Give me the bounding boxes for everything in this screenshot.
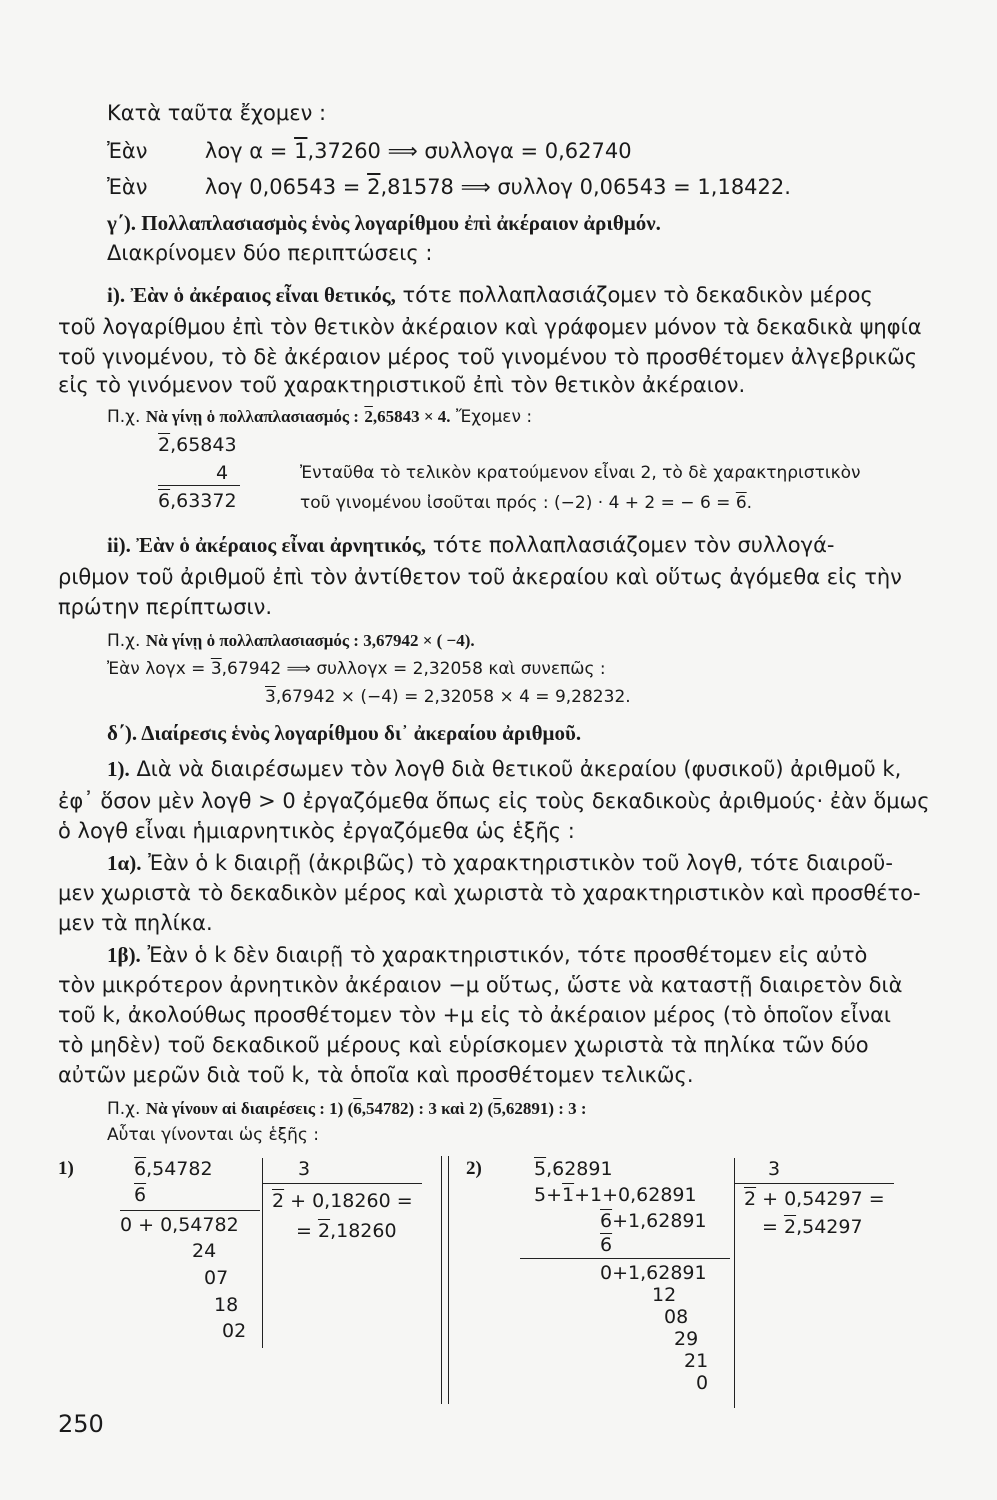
ex1-task-bar: 2 bbox=[364, 407, 373, 426]
div1-label: 1) bbox=[58, 1158, 74, 1179]
ex1-multiplier: 4 bbox=[216, 462, 229, 484]
ex1-note2a: τοῦ γινομένου ἰσοῦται πρός : (−2) · 4 + 2 = − 6 = bbox=[300, 493, 736, 513]
div2-s3-bar: 6 bbox=[600, 1234, 613, 1256]
ex3-done: Αὗται γίνονται ὡς ἑξῆς : bbox=[107, 1125, 320, 1145]
ex2-result-line bbox=[265, 686, 631, 708]
ex1-note2b: . bbox=[746, 493, 753, 513]
div1-quotient2 bbox=[296, 1220, 397, 1242]
intro-line: Κατὰ ταῦτα ἔχομεν : bbox=[107, 101, 327, 125]
ex1-note2 bbox=[300, 492, 752, 514]
div2-q2-bar: 2 bbox=[783, 1216, 797, 1238]
d1-label: 1). bbox=[107, 757, 130, 781]
d1-line1 bbox=[107, 756, 901, 782]
div2-q1-bar: 2 bbox=[744, 1188, 757, 1210]
section-gamma-heading: γ΄). Πολλαπλασιασμὸς ἑνὸς λογαρίθμου ἐπὶ ἀκέραιον ἀριθμόν. bbox=[107, 211, 661, 235]
ex1-n3-bar: 6 bbox=[158, 490, 171, 512]
div1-divisor: 3 bbox=[298, 1158, 311, 1180]
d1b-line3: τοῦ k, ἀκολούθως προσθέτομεν τὸν +μ εἰς τὸ ἀκέραιον μέρος (τὸ ὁποῖον εἶναι bbox=[58, 1003, 892, 1027]
case2-line2: ριθμον τοῦ ἀριθμοῦ ἐπὶ τὸν ἀντίθετον τοῦ ἀκεραίου καὶ οὕτως ἀγόμεθα εἰς τὴν bbox=[58, 565, 902, 589]
div1-r1: 24 bbox=[192, 1240, 217, 1262]
case2-line3: πρώτην περίπτωσιν. bbox=[58, 595, 273, 619]
div2-dividend bbox=[534, 1158, 613, 1180]
div1-dividend-bar: 6 bbox=[134, 1158, 147, 1180]
case1-line4: εἰς τὸ γινόμενον τοῦ χαρακτηριστικοῦ ἐπὶ τὸν θετικὸν ἀκέραιον. bbox=[58, 373, 746, 397]
div2-r1: 12 bbox=[652, 1284, 677, 1306]
div1-q1-bar: 2 bbox=[272, 1190, 285, 1212]
div1-q2-bar: 2 bbox=[317, 1220, 331, 1242]
div2-quotient2 bbox=[762, 1216, 863, 1238]
div1-rem0: 0 + 0,54782 bbox=[120, 1214, 239, 1236]
div2-rem0: 0+1,62891 bbox=[600, 1262, 707, 1284]
d1-l1: Διὰ νὰ διαιρέσωμεν τὸν λογθ διὰ θετικοῦ ἀκεραίου (φυσικοῦ) ἀριθμοῦ k, bbox=[136, 757, 902, 781]
ex2-task: Νὰ γίνῃ ὁ πολλαπλασιασμός : 3,67942 × ( −4). bbox=[145, 631, 475, 650]
div2-dividend-val: ,62891 bbox=[546, 1158, 613, 1180]
div1-dividend bbox=[134, 1158, 213, 1180]
div2-s2: +1,62891 bbox=[612, 1210, 707, 1232]
two-cases-line: Διακρίνομεν δύο περιπτώσεις : bbox=[107, 241, 433, 265]
ex1-rule bbox=[158, 485, 240, 486]
section-delta-heading: δ΄). Διαίρεσις ἑνὸς λογαρίθμου δι᾿ ἀκεραίου ἀριθμοῦ. bbox=[107, 721, 582, 745]
case2-l1: τότε πολλαπλασιάζομεν τὸν συλλογά- bbox=[432, 533, 835, 557]
eq2-b: ,81578 ⟹ συλλογ 0,06543 = 1,18422. bbox=[380, 175, 791, 199]
ex1-n1: ,65843 bbox=[170, 434, 237, 456]
ex3-task: Νὰ γίνουν αἱ διαιρέσεις : 1) ( bbox=[145, 1099, 354, 1118]
ex2-l1a: Ἐὰν λογx = bbox=[107, 659, 211, 679]
div2-q2: ,54297 bbox=[796, 1216, 863, 1238]
ex1-n1-bar: 2 bbox=[158, 434, 171, 456]
div2-r2: 08 bbox=[664, 1306, 689, 1328]
d1-line3: ὁ λογθ εἶναι ἡμιαρνητικὸς ἐργαζόμεθα ὡς ἑξῆς : bbox=[58, 819, 575, 843]
page-number: 250 bbox=[58, 1410, 104, 1438]
ex1-n3: ,63372 bbox=[170, 490, 237, 512]
div1-sub bbox=[134, 1184, 146, 1206]
eq1-pre: Ἐὰν bbox=[107, 139, 148, 163]
div2-s1-bar: 1 bbox=[562, 1184, 575, 1206]
div2-s1b: +1+0,62891 bbox=[574, 1184, 697, 1206]
ex2-l1-bar: 3 bbox=[210, 659, 222, 679]
d1a-l1: Ἐὰν ὁ k διαιρῇ (ἀκριβῶς) τὸ χαρακτηριστικὸν τοῦ λογθ, τότε διαιροῦ- bbox=[148, 851, 893, 875]
eq2-pre: Ἐὰν bbox=[107, 175, 148, 199]
div1-r4: 02 bbox=[222, 1320, 247, 1342]
d1b-l1: Ἐὰν ὁ k δὲν διαιρῇ τὸ χαρακτηριστικόν, τότε προσθέτομεν εἰς αὐτὸ bbox=[147, 943, 868, 967]
equation-1 bbox=[107, 138, 632, 164]
div1-sub-bar: 6 bbox=[134, 1184, 147, 1206]
div1-r3: 18 bbox=[214, 1294, 239, 1316]
d1b-line1 bbox=[107, 942, 867, 968]
div2-step1 bbox=[534, 1184, 697, 1206]
d1a-line2: μεν χωριστὰ τὸ δεκαδικὸν μέρος καὶ χωριστὰ τὸ χαρακτηριστικὸν καὶ προσθέτο- bbox=[58, 881, 921, 905]
div1-r2: 07 bbox=[204, 1267, 229, 1289]
d1b-line2: τὸν μικρότερον ἀρνητικὸν ἀκέραιον −μ οὕτως, ὥστε νὰ καταστῇ διαιρετὸν διὰ bbox=[58, 973, 903, 997]
ex3-line bbox=[107, 1098, 587, 1120]
div1-dividend-val: ,54782 bbox=[146, 1158, 213, 1180]
div2-r3: 29 bbox=[674, 1328, 699, 1350]
div1-quotient1 bbox=[272, 1190, 413, 1212]
d1b-line4: τὸ μηδὲν) τοῦ δεκαδικοῦ μέρους καὶ εὑρίσκομεν χωριστὰ τὰ πηλίκα τῶν δύο bbox=[58, 1033, 869, 1057]
separator-right bbox=[448, 1156, 449, 1404]
case2-line1 bbox=[107, 532, 835, 558]
ex1-line bbox=[107, 406, 532, 428]
eq1-bar: 1 bbox=[294, 139, 308, 163]
ex3-t2: ,62891) : 3 : bbox=[501, 1099, 587, 1118]
ex2-l2: ,67942 × (−4) = 2,32058 × 4 = 9,28232. bbox=[275, 687, 631, 707]
div1-q2a: = bbox=[296, 1220, 318, 1242]
ex2-l1b: ,67942 ⟹ συλλογx = 2,32058 καὶ συνεπῶς : bbox=[221, 659, 606, 679]
div2-q1: + 0,54297 = bbox=[756, 1188, 885, 1210]
case1-line2: τοῦ λογαρίθμου ἐπὶ τὸν θετικὸν ἀκέραιον καὶ γράφομεν μόνον τὰ δεκαδικὰ ψηφία bbox=[58, 315, 922, 339]
ex3-t1: ,54782) : 3 καὶ 2) ( bbox=[361, 1099, 494, 1118]
d1a-line3: μεν τὰ πηλίκα. bbox=[58, 911, 213, 935]
eq2-a: λογ 0,06543 = bbox=[204, 175, 368, 199]
div2-s1a: 5+ bbox=[534, 1184, 563, 1206]
div2-s2-bar: 6 bbox=[600, 1210, 613, 1232]
ex1-task-val: ,65843 × 4. bbox=[372, 407, 451, 426]
d1a-label: 1α). bbox=[107, 851, 142, 875]
ex1-product bbox=[158, 490, 237, 512]
div1-vrule bbox=[262, 1158, 263, 1348]
div1-divisor-rule bbox=[262, 1183, 422, 1184]
div2-r5: 0 bbox=[696, 1372, 709, 1394]
ex3-b1: 6 bbox=[353, 1099, 362, 1118]
div2-label: 2) bbox=[466, 1158, 482, 1179]
ex1-px: Π.χ. bbox=[107, 407, 141, 427]
ex2-line bbox=[107, 630, 475, 652]
d1a-line1 bbox=[107, 850, 893, 876]
div2-quotient1 bbox=[744, 1188, 885, 1210]
eq1-a: λογ α = bbox=[204, 139, 295, 163]
div2-q2a: = bbox=[762, 1216, 784, 1238]
div1-sub-rule bbox=[120, 1210, 260, 1211]
ex2-log-line bbox=[107, 658, 606, 680]
div2-step3 bbox=[600, 1234, 612, 1256]
div1-q1: + 0,18260 = bbox=[284, 1190, 413, 1212]
ex1-have: Ἔχομεν : bbox=[455, 407, 533, 427]
ex3-px: Π.χ. bbox=[107, 1099, 141, 1119]
d1b-line5: αὐτῶν μερῶν διὰ τοῦ k, τὰ ὁποῖα καὶ προσθέτομεν τελικῶς. bbox=[58, 1063, 694, 1087]
ex1-task: Νὰ γίνῃ ὁ πολλαπλασιασμός : bbox=[145, 407, 359, 426]
case2-label: ii). Ἐὰν ὁ ἀκέραιος εἶναι ἀρνητικός, bbox=[107, 533, 426, 557]
ex1-multiplicand bbox=[158, 434, 237, 456]
ex1-note1: Ἐνταῦθα τὸ τελικὸν κρατούμενον εἶναι 2, τὸ δὲ χαρακτηριστικὸν bbox=[300, 463, 861, 483]
div1-q2: ,18260 bbox=[330, 1220, 397, 1242]
div2-r4: 21 bbox=[684, 1350, 709, 1372]
div2-step2 bbox=[600, 1210, 707, 1232]
div2-sub-rule bbox=[520, 1258, 730, 1259]
div2-divisor: 3 bbox=[768, 1158, 781, 1180]
d1-line2: ἐφ᾿ ὅσον μὲν λογθ > 0 ἐργαζόμεθα ὅπως εἰς τοὺς δεκαδικοὺς ἀριθμούς· ἐὰν ὅμως bbox=[58, 789, 930, 813]
d1b-label: 1β). bbox=[107, 943, 141, 967]
eq2-bar: 2 bbox=[367, 175, 381, 199]
ex2-l2-bar: 3 bbox=[265, 687, 276, 707]
case1-line3: τοῦ γινομένου, τὸ δὲ ἀκέραιον μέρος τοῦ γινομένου τὸ προσθέτομεν ἀλγεβρικῶς bbox=[58, 345, 918, 369]
ex3-b2: 5 bbox=[493, 1099, 502, 1118]
case1-l1: τότε πολλαπλασιάζομεν τὸ δεκαδικὸν μέρος bbox=[402, 283, 873, 307]
div2-dividend-bar: 5 bbox=[534, 1158, 547, 1180]
case1-label: i). Ἐὰν ὁ ἀκέραιος εἶναι θετικός, bbox=[107, 283, 396, 307]
case1-line1 bbox=[107, 282, 873, 308]
div2-vrule bbox=[734, 1158, 735, 1408]
eq1-b: ,37260 ⟹ συλλογα = 0,62740 bbox=[307, 139, 632, 163]
separator-left bbox=[441, 1156, 442, 1404]
div2-divisor-rule bbox=[734, 1183, 894, 1184]
ex1-note2-bar: 6 bbox=[735, 493, 747, 513]
equation-2 bbox=[107, 174, 791, 200]
ex2-px: Π.χ. bbox=[107, 631, 141, 651]
